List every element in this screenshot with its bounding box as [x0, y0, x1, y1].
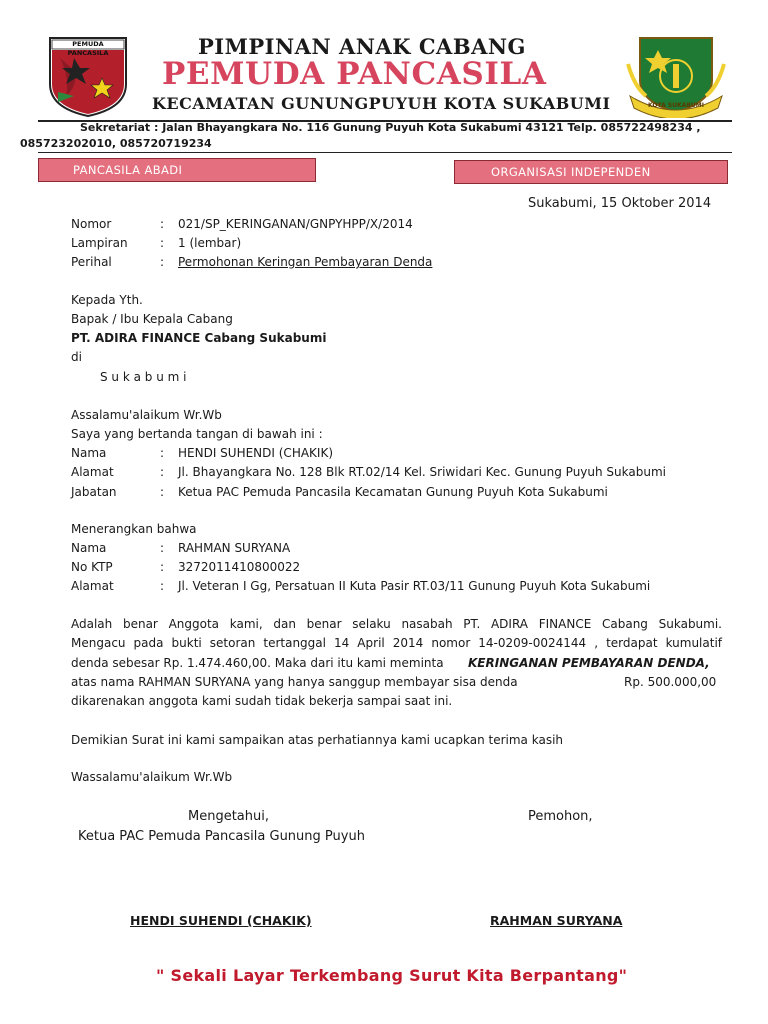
member-colon: : [160, 579, 165, 593]
paragraph-line-1: Adalah benar Anggota kami, dan benar selaku nasabah PT. ADIRA FINANCE Cabang Sukabumi. [71, 617, 722, 631]
meta-value-nomor: 021/SP_KERINGANAN/GNPYHPP/X/2014 [178, 217, 413, 231]
meta-colon: : [160, 255, 165, 269]
explain: Menerangkan bahwa [71, 522, 197, 536]
motto: " Sekali Layar Terkembang Surut Kita Berpantang" [156, 966, 628, 985]
member-label-alamat: Alamat [71, 579, 114, 593]
farewell: Wassalamu'alaikum Wr.Wb [71, 770, 233, 784]
right-caption: Pemohon, [528, 809, 593, 824]
band-left-label: PANCASILA ABADI [73, 163, 183, 177]
secretariat-line-2: 085723202010, 085720719234 [20, 137, 212, 150]
header-line-2: PEMUDA PANCASILA [162, 56, 547, 92]
right-signer-name: RAHMAN SURYANA [490, 913, 623, 928]
sukabumi-city-seal [626, 34, 726, 118]
signer-label-jabatan: Jabatan [71, 485, 117, 499]
meta-label-lampiran: Lampiran [71, 236, 128, 250]
closing: Demikian Surat ini kami sampaikan atas perhatiannya kami ucapkan terima kasih [71, 733, 564, 747]
meta-colon: : [160, 217, 165, 231]
signer-value-nama: HENDI SUHENDI (CHAKIK) [178, 446, 334, 460]
recipient-city: S u k a b u m i [100, 370, 187, 384]
secretariat-line-1: Sekretariat : Jalan Bhayangkara No. 116 Gunung Puyuh Kota Sukabumi 43121 Telp. 085722498234 , [80, 121, 701, 134]
paragraph-line-3a: denda sebesar Rp. 1.474.460,00. Maka dari itu kami meminta [71, 656, 444, 670]
signer-colon: : [160, 465, 165, 479]
place-date: Sukabumi, 15 Oktober 2014 [528, 196, 712, 211]
band-right [454, 160, 728, 184]
recipient-line-4: di [71, 350, 82, 364]
member-value-alamat: Jl. Veteran I Gg, Persatuan II Kuta Pasir RT.03/11 Gunung Puyuh Kota Sukabumi [178, 579, 651, 593]
meta-label-nomor: Nomor [71, 217, 112, 231]
recipient-company: PT. ADIRA FINANCE Cabang Sukabumi [71, 331, 327, 345]
member-value-nama: RAHMAN SURYANA [178, 541, 291, 555]
left-role: Ketua PAC Pemuda Pancasila Gunung Puyuh [78, 829, 365, 844]
logo-ribbon-text: PEMUDA PANCASILA [67, 40, 109, 57]
header-line-3: KECAMATAN GUNUNGPUYUH KOTA SUKABUMI [152, 94, 611, 113]
left-signer-name: HENDI SUHENDI (CHAKIK) [130, 913, 312, 928]
member-value-ktp: 3272011410800022 [178, 560, 301, 574]
paragraph-line-4b: Rp. 500.000,00 [624, 675, 717, 689]
left-caption: Mengetahui, [188, 809, 269, 824]
meta-value-lampiran: 1 (lembar) [178, 236, 242, 250]
header-rule-thin [38, 152, 732, 153]
signer-colon: : [160, 485, 165, 499]
paragraph-line-3b: KERINGANAN PEMBAYARAN DENDA, [468, 656, 710, 670]
recipient-line-2: Bapak / Ibu Kepala Cabang [71, 312, 233, 326]
pemuda-pancasila-logo [46, 34, 130, 118]
paragraph-line-2: Mengacu pada bukti setoran tertanggal 14 April 2014 nomor 14-0209-0024144 , terdapat kumulatif [71, 636, 722, 650]
member-colon: : [160, 541, 165, 555]
meta-colon: : [160, 236, 165, 250]
signer-label-alamat: Alamat [71, 465, 114, 479]
signer-value-jabatan: Ketua PAC Pemuda Pancasila Kecamatan Gunung Puyuh Kota Sukabumi [178, 485, 608, 499]
meta-value-perihal: Permohonan Keringan Pembayaran Denda [178, 255, 433, 269]
signer-value-alamat: Jl. Bhayangkara No. 128 Blk RT.02/14 Kel. Sriwidari Kec. Gunung Puyuh Sukabumi [178, 465, 666, 479]
paragraph-line-4a: atas nama RAHMAN SURYANA yang hanya sanggup membayar sisa denda [71, 675, 518, 689]
paragraph-line-5: dikarenakan anggota kami sudah tidak bekerja sampai saat ini. [71, 694, 453, 708]
meta-label-perihal: Perihal [71, 255, 112, 269]
member-colon: : [160, 560, 165, 574]
member-label-ktp: No KTP [71, 560, 113, 574]
band-left [38, 158, 316, 182]
member-label-nama: Nama [71, 541, 107, 555]
signer-label-nama: Nama [71, 446, 107, 460]
band-right-label: ORGANISASI INDEPENDEN [491, 165, 651, 179]
seal-ribbon-text: KOTA SUKABUMI [648, 102, 704, 109]
header-line-1: PIMPINAN ANAK CABANG [198, 34, 526, 59]
recipient-line-1: Kepada Yth. [71, 293, 143, 307]
intro: Saya yang bertanda tangan di bawah ini : [71, 427, 323, 441]
signer-colon: : [160, 446, 165, 460]
greeting: Assalamu'alaikum Wr.Wb [71, 408, 222, 422]
